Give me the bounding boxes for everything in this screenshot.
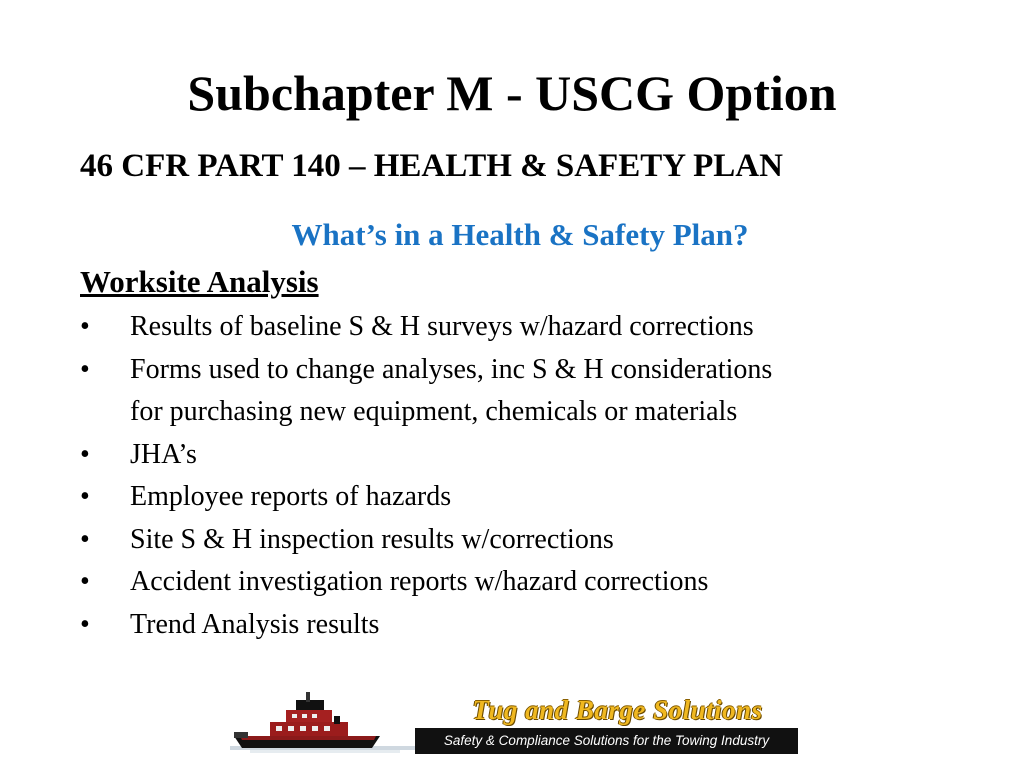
list-item-text: Results of baseline S & H surveys w/hazard corrections — [130, 311, 754, 342]
list-item — [80, 604, 980, 647]
list-item-text: JHA’s — [130, 438, 197, 470]
bullet-icon: • — [80, 608, 90, 640]
section-heading: Worksite Analysis — [80, 264, 319, 299]
list-item-text-continued: for purchasing new equipment, chemicals or materials — [130, 396, 738, 427]
list-item — [80, 434, 980, 477]
bullet-icon: • — [80, 523, 90, 555]
list-item-text: Trend Analysis results — [130, 608, 380, 640]
list-item — [80, 476, 980, 519]
list-item — [80, 306, 980, 349]
slide-subtitle: 46 CFR PART 140 – HEALTH & SAFETY PLAN — [80, 148, 783, 184]
list-item — [80, 349, 980, 434]
bullet-icon: • — [80, 353, 90, 385]
tugboat-icon — [230, 690, 430, 758]
bullet-icon: • — [80, 311, 90, 342]
bullet-icon: • — [80, 566, 90, 597]
list-item-text: Forms used to change analyses, inc S & H considerations — [130, 353, 773, 385]
logo-tagline: Safety & Compliance Solutions for the Towing Industry — [415, 728, 798, 754]
slide-title: Subchapter M - USCG Option — [187, 65, 837, 121]
list-item — [80, 519, 980, 562]
bullet-icon: • — [80, 481, 90, 512]
list-item-text: Accident investigation reports w/hazard corrections — [130, 566, 709, 597]
bullet-icon: • — [80, 438, 90, 470]
list-item — [80, 561, 980, 604]
list-item-text: Employee reports of hazards — [130, 481, 452, 512]
section-question: What’s in a Health & Safety Plan? — [291, 217, 749, 252]
company-logo — [230, 690, 800, 758]
logo-title: Tug and Barge Solutions — [472, 695, 763, 725]
list-item-text: Site S & H inspection results w/corrections — [130, 523, 614, 555]
bullet-list — [80, 306, 980, 646]
